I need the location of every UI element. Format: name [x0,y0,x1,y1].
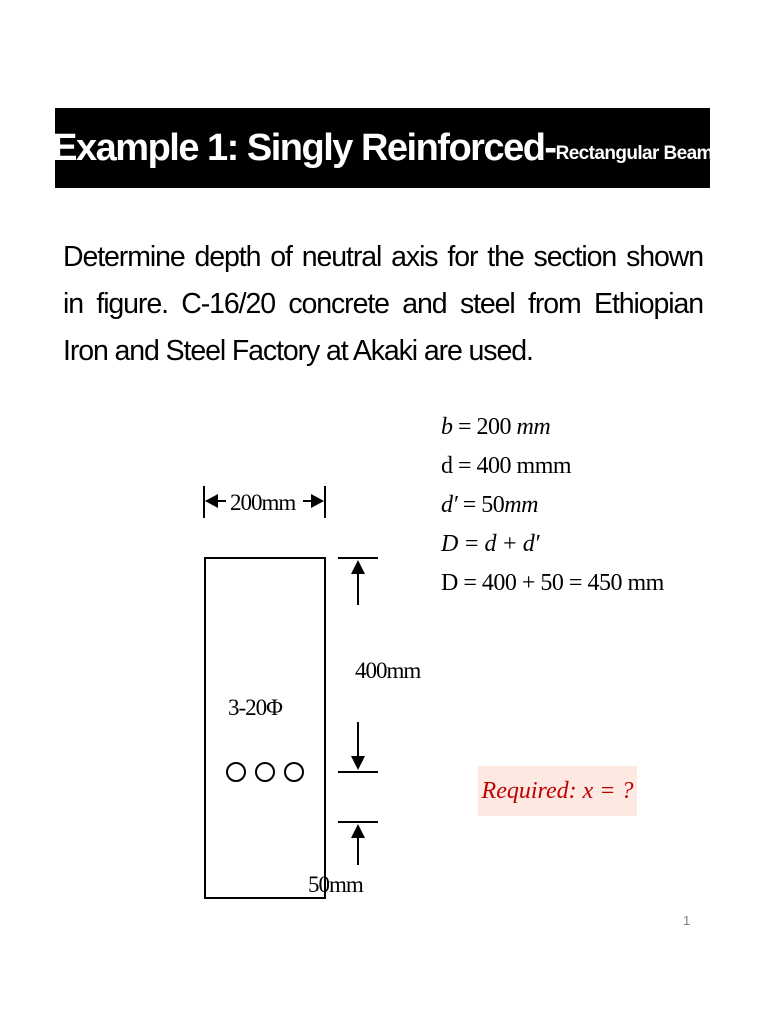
slide-title-bar [52,108,713,188]
given-D-formula: D = d + d′ [441,531,539,557]
width-label: 200mm [230,490,296,515]
beam-section-figure [178,470,446,900]
given-values [441,408,664,603]
beam-section-svg [178,470,446,900]
slide-subtitle: Rectangular Beam [555,143,713,164]
depth-dim-up-arrow [351,560,365,574]
beam-section-outline [205,558,325,898]
width-dim-right-arrow [311,494,324,508]
page-number: 1 [683,913,691,928]
required-text: Required: x = ? [481,777,634,804]
slide-title: Example 1: Singly Reinforced- [52,126,556,169]
cover-label: 50mm [308,872,363,897]
problem-statement: Determine depth of neutral axis for the section shown in figure. C-16/20 concrete and steel from Ethiopian Iron and Steel Factory at Akaki are used. [63,241,703,367]
given-d: d = 400 mmm [441,453,572,479]
rebar-circle [227,763,245,781]
rebar-circle [256,763,274,781]
given-d-prime: d′ = 50mm [441,492,538,518]
width-dim-left-arrow [205,494,218,508]
given-b: b = 200 mm [441,414,551,440]
rebar-circle [285,763,303,781]
cover-dim-up-arrow [351,824,365,838]
depth-dim-down-arrow [351,756,365,770]
given-D-value: D = 400 + 50 = 450 mm [441,570,664,596]
rebar-label: 3-20Φ [228,695,282,720]
required-box [478,766,637,816]
depth-label: 400mm [355,658,421,683]
